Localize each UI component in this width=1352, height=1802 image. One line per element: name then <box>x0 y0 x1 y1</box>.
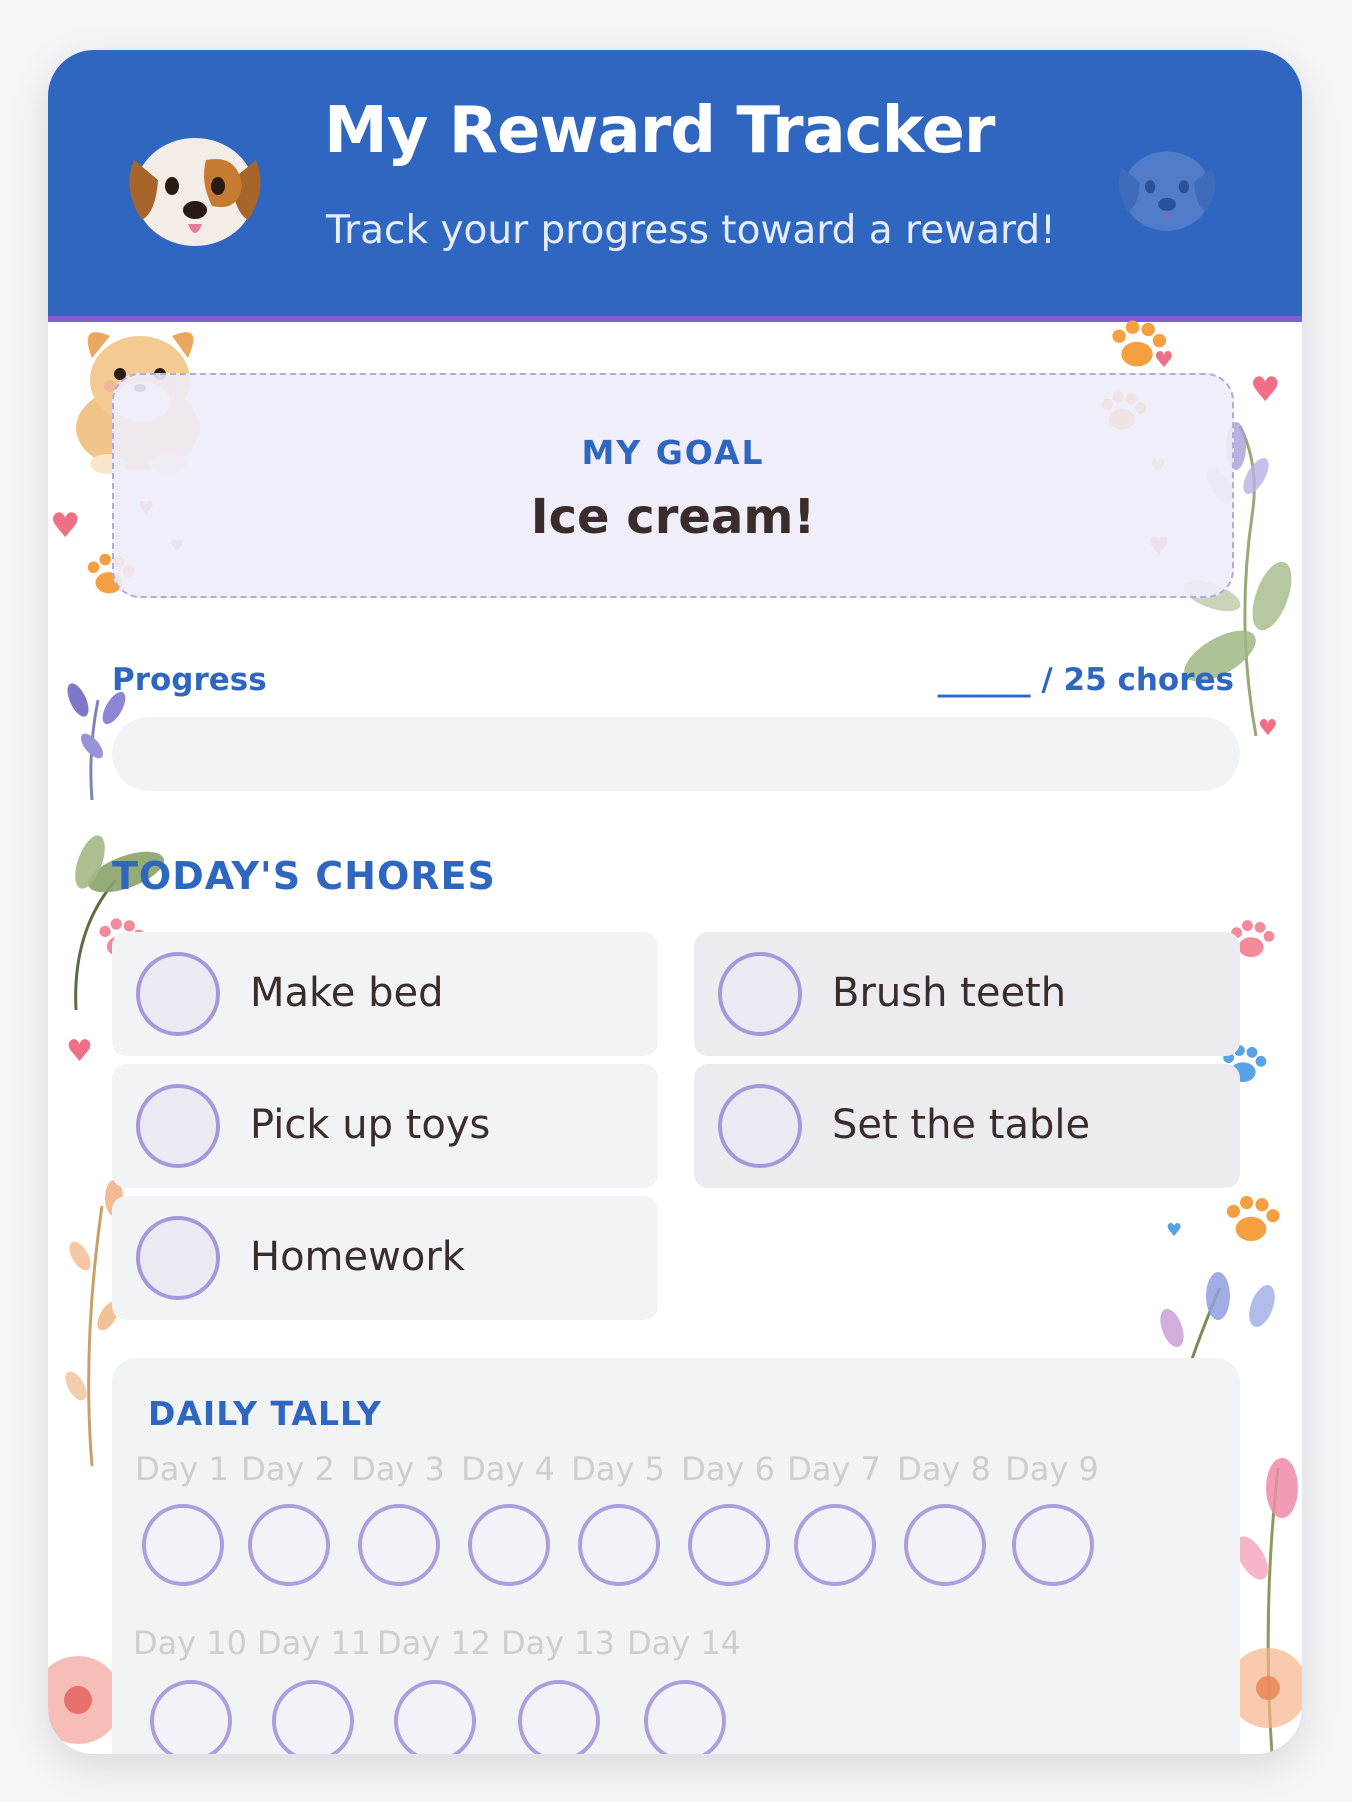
tally-bubble-day-12[interactable] <box>394 1680 476 1754</box>
goal-box <box>112 373 1234 598</box>
day-label: Day 2 <box>241 1450 335 1488</box>
day-label: Day 5 <box>571 1450 665 1488</box>
chore-label: Brush teeth <box>832 970 1067 1016</box>
paw-print-icon <box>1218 1190 1284 1252</box>
chore-label: Make bed <box>250 970 444 1016</box>
chore-item-make-bed[interactable] <box>112 932 658 1056</box>
page-subtitle: Track your progress toward a reward! <box>326 208 1056 253</box>
chore-label: Pick up toys <box>250 1102 491 1148</box>
puppy-face-icon <box>120 120 270 254</box>
reward-tracker-card <box>48 50 1302 1754</box>
heart-icon: ♥ <box>1258 716 1278 741</box>
tally-bubble-day-3[interactable] <box>358 1504 440 1586</box>
day-label: Day 10 <box>132 1624 248 1662</box>
daily-tally <box>112 1358 1240 1754</box>
puppy-face-icon <box>1112 136 1222 240</box>
checkbox[interactable] <box>136 952 220 1036</box>
checkbox[interactable] <box>718 952 802 1036</box>
tally-bubble-day-2[interactable] <box>248 1504 330 1586</box>
day-label: Day 7 <box>787 1450 881 1488</box>
checkbox[interactable] <box>136 1084 220 1168</box>
chore-item-brush-teeth[interactable] <box>694 932 1240 1056</box>
day-label: Day 8 <box>897 1450 991 1488</box>
heart-icon: ♥ <box>1166 1220 1183 1241</box>
tally-bubble-day-11[interactable] <box>272 1680 354 1754</box>
chore-label: Homework <box>250 1234 465 1280</box>
progress-label: Progress <box>112 662 267 698</box>
header <box>48 50 1302 322</box>
day-label: Day 9 <box>1005 1450 1099 1488</box>
chore-item-homework[interactable] <box>112 1196 658 1320</box>
checkbox[interactable] <box>136 1216 220 1300</box>
day-label: Day 14 <box>626 1624 742 1662</box>
tally-bubble-day-5[interactable] <box>578 1504 660 1586</box>
tally-bubble-day-14[interactable] <box>644 1680 726 1754</box>
goal-label: MY GOAL <box>581 433 765 472</box>
chore-label: Set the table <box>832 1102 1091 1148</box>
day-label: Day 6 <box>681 1450 775 1488</box>
heart-icon: ♥ <box>1250 370 1281 410</box>
tally-bubble-day-6[interactable] <box>688 1504 770 1586</box>
heart-icon: ♥ <box>50 506 81 546</box>
chore-item-set-the-table[interactable] <box>694 1064 1240 1188</box>
day-label: Day 12 <box>376 1624 492 1662</box>
day-label: Day 3 <box>351 1450 445 1488</box>
tally-bubble-day-1[interactable] <box>142 1504 224 1586</box>
chore-item-pick-up-toys[interactable] <box>112 1064 658 1188</box>
heart-icon: ♥ <box>1154 348 1174 373</box>
progress-count: ______ / 25 chores <box>937 662 1234 698</box>
day-label: Day 1 <box>135 1450 229 1488</box>
tally-bubble-day-8[interactable] <box>904 1504 986 1586</box>
checkbox[interactable] <box>718 1084 802 1168</box>
day-label: Day 13 <box>500 1624 616 1662</box>
goal-value[interactable]: Ice cream! <box>530 489 816 545</box>
tally-bubble-day-10[interactable] <box>150 1680 232 1754</box>
tally-bubble-day-4[interactable] <box>468 1504 550 1586</box>
tally-bubble-day-7[interactable] <box>794 1504 876 1586</box>
page-title: My Reward Tracker <box>324 94 995 168</box>
day-label: Day 4 <box>461 1450 555 1488</box>
progress-bar <box>112 717 1240 791</box>
heart-icon: ♥ <box>66 1034 93 1069</box>
chores-title: TODAY'S CHORES <box>112 854 496 898</box>
tally-bubble-day-9[interactable] <box>1012 1504 1094 1586</box>
tally-bubble-day-13[interactable] <box>518 1680 600 1754</box>
day-label: Day 11 <box>256 1624 372 1662</box>
tally-title: DAILY TALLY <box>148 1394 382 1433</box>
